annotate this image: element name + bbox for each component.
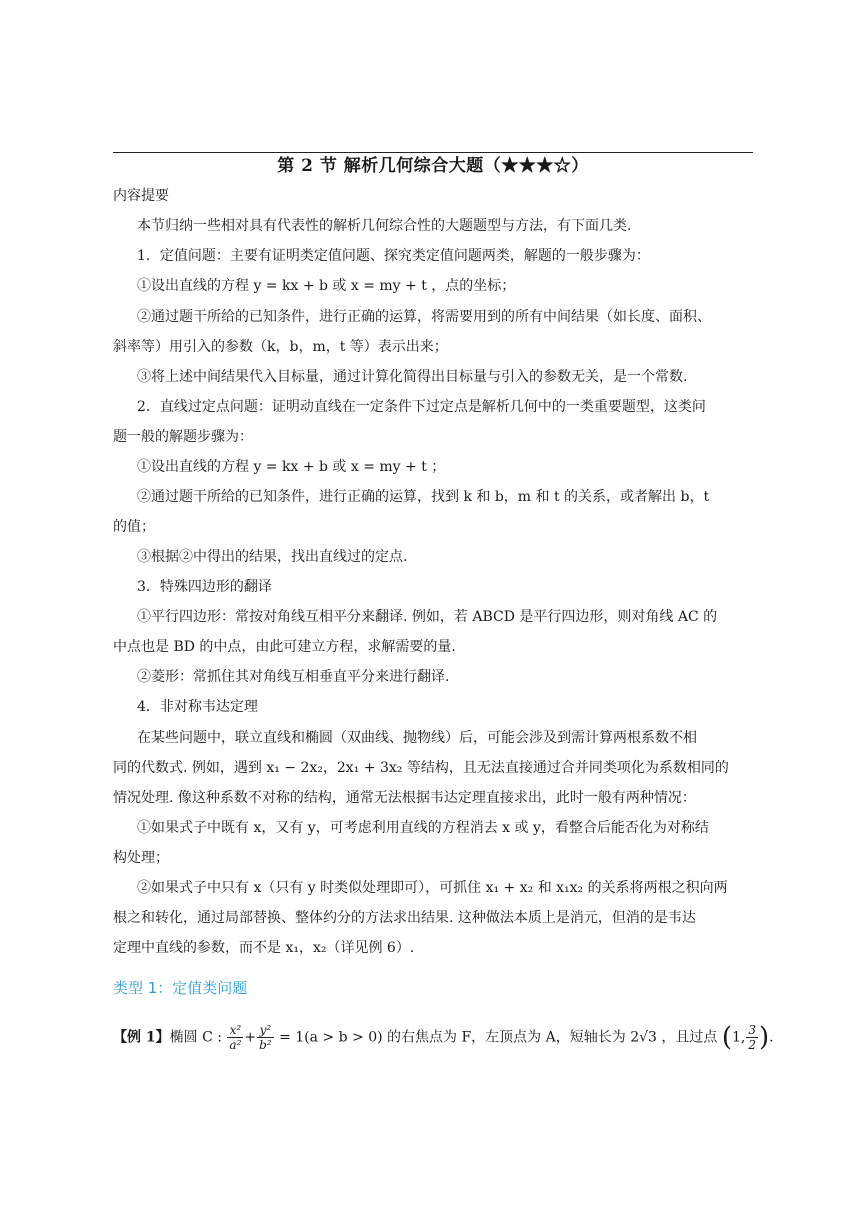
paragraph-line: ①设出直线的方程 y = kx + b 或 x = my + t ；: [137, 459, 446, 475]
paragraph-line: ①平行四边形：常按对角线互相平分来翻译. 例如，若 ABCD 是平行四边形，则对角线 AC 的: [137, 609, 718, 625]
page-title: 第 2 节 解析几何综合大题（★★★☆）: [277, 156, 589, 176]
fraction-numerator: x²: [227, 1023, 243, 1038]
example-text: = 1(a > b > 0) 的右焦点为 F，左顶点为 A，短轴长为 2√3 ，且过点: [279, 1029, 718, 1046]
paragraph-line: 本节归纳一些相对具有代表性的解析几何综合性的大题题型与方法，有下面几类.: [137, 218, 632, 234]
paragraph-line: ②通过题干所给的已知条件，进行正确的运算，找到 k 和 b，m 和 t 的关系，或者解出 b，t: [137, 489, 710, 505]
paragraph-line: 在某些问题中，联立直线和椭圆（双曲线、抛物线）后，可能会涉及到需计算两根系数不相: [137, 730, 697, 746]
paragraph-line: 构处理；: [113, 850, 169, 866]
paragraph-line: ②通过题干所给的已知条件，进行正确的运算，将需要用到的所有中间结果（如长度、面积、: [137, 309, 711, 325]
fraction-numerator: 3: [748, 1023, 756, 1037]
paragraph-line: 2．直线过定点问题：证明动直线在一定条件下过定点是解析几何中的一类重要题型，这类问: [137, 399, 706, 415]
paragraph-line: ③根据②中得出的结果，找出直线过的定点.: [137, 549, 408, 565]
paragraph-line: 3．特殊四边形的翻译: [137, 579, 272, 595]
fraction-numerator: y²: [257, 1023, 274, 1038]
fraction-denominator: a²: [229, 1038, 242, 1052]
fraction: [257, 1023, 274, 1052]
fraction: [227, 1023, 243, 1052]
left-paren: (: [721, 1022, 732, 1053]
plus-sign: +: [244, 1029, 257, 1046]
fraction-denominator: 2: [748, 1038, 756, 1052]
paragraph-line: ②菱形：常抓住其对角线互相垂直平分来进行翻译.: [137, 669, 450, 685]
type-heading: 类型 1：定值类问题: [113, 979, 248, 997]
paragraph-line: 的值；: [113, 519, 155, 535]
paragraph-line: 根之和转化，通过局部替换、整体约分的方法求出结果. 这种做法本质上是消元，但消的是韦达: [113, 910, 696, 926]
right-paren: ): [759, 1022, 770, 1053]
paragraph-line: ①设出直线的方程 y = kx + b 或 x = my + t ，点的坐标；: [137, 278, 516, 294]
paragraph-line: 情况处理. 像这种系数不对称的结构，通常无法根据韦达定理直接求出，此时一般有两种情况：: [113, 790, 696, 806]
paragraph-line: ②如果式子中只有 x（只有 y 时类似处理即可），可抓住 x₁ + x₂ 和 x₁x₂ 的关系将两根之积向两: [137, 880, 728, 896]
paragraph-line: 斜率等）用引入的参数（k，b，m，t 等）表示出来；: [113, 339, 448, 355]
fraction: [746, 1023, 758, 1052]
paragraph-line: 1．定值问题：主要有证明类定值问题、探究类定值问题两类，解题的一般步骤为：: [137, 248, 650, 264]
paragraph-line: 同的代数式. 例如，遇到 x₁ − 2x₂，2x₁ + 3x₂ 等结构，且无法直接通过合并同类项化为系数相同的: [113, 760, 729, 776]
example-pre: 椭圆 C :: [169, 1029, 222, 1046]
paragraph-line: 中点也是 BD 的中点，由此可建立方程，求解需要的量.: [113, 639, 456, 655]
example-1: [113, 1023, 774, 1052]
fraction-denominator: b²: [259, 1038, 272, 1052]
paragraph-line: 定理中直线的参数，而不是 x₁，x₂（详见例 6）.: [113, 940, 415, 956]
paragraph-line: 4．非对称韦达定理: [137, 699, 258, 715]
section-heading: 内容提要: [113, 188, 169, 204]
paragraph-line: ③将上述中间结果代入目标量，通过计算化简得出目标量与引入的参数无关，是一个常数.: [137, 369, 688, 385]
paragraph-line: 题一般的解题步骤为：: [113, 429, 253, 445]
paragraph-line: ①如果式子中既有 x，又有 y，可考虑利用直线的方程消去 x 或 y，看整合后能否化为对称结: [137, 820, 709, 836]
point-x: 1,: [732, 1029, 746, 1046]
example-label: 【例 1】: [113, 1029, 170, 1046]
example-end: .: [769, 1029, 774, 1046]
